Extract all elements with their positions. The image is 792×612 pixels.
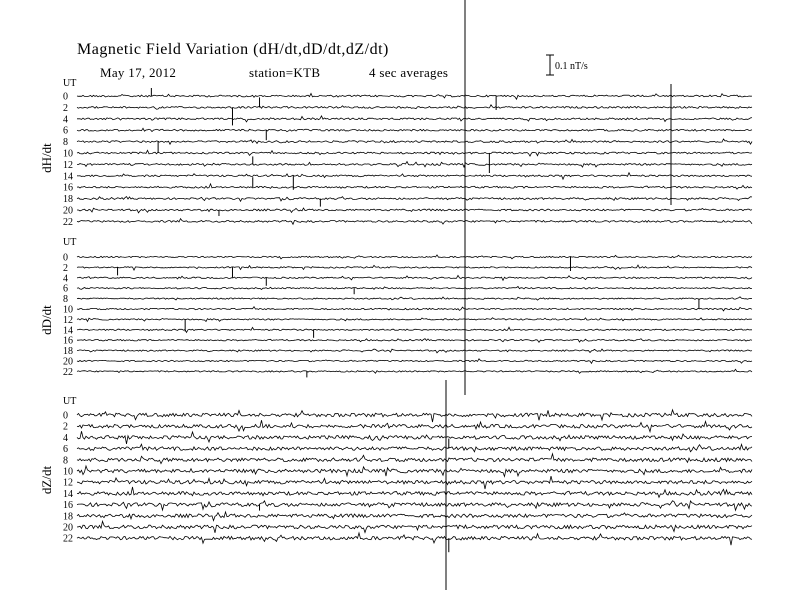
hour-tick-label: 2 [63,421,68,433]
trace-row [77,444,752,452]
hour-tick-label: 22 [63,216,73,228]
panel-1 [39,78,752,228]
trace-row [77,431,752,444]
panel-3 [39,396,752,552]
hour-tick-label: 0 [63,252,68,264]
station-label: station=KTB [249,65,321,80]
trace-row [77,476,752,489]
hour-tick-label: 0 [63,91,68,103]
averaging-label: 4 sec averages [369,65,449,80]
panel-2 [39,237,752,378]
hour-tick-label: 2 [63,102,68,114]
date-label: May 17, 2012 [100,65,177,80]
trace-row [77,162,752,168]
hour-tick-label: 18 [63,511,73,523]
trace-row [77,521,752,533]
trace-row [77,287,752,290]
hour-tick-label: 6 [63,444,68,456]
panel-axis-label: dH/dt [39,143,54,173]
hour-tick-label: 2 [63,262,68,274]
hour-tick-label: 14 [63,171,73,183]
trace-row [77,208,752,213]
hour-tick-label: 0 [63,410,68,422]
hour-tick-label: 16 [63,500,73,512]
panel-axis-label: dD/dt [39,305,54,335]
hour-tick-label: 18 [63,346,73,358]
hour-tick-label: 12 [63,477,73,489]
trace-row [77,128,752,131]
trace-row [77,275,752,280]
hour-tick-label: 6 [63,283,68,295]
hour-tick-label: 4 [63,114,68,126]
trace-row [77,173,752,180]
trace-row [77,105,752,109]
trace-row [77,307,752,311]
chart-title: Magnetic Field Variation (dH/dt,dD/dt,dZ/dt) [77,41,389,58]
hour-tick-label: 16 [63,182,73,194]
hour-tick-label: 16 [63,335,73,347]
trace-row [77,487,752,497]
hour-tick-label: 22 [63,533,73,545]
trace-row [77,94,752,100]
hour-tick-label: 14 [63,488,73,500]
trace-row [77,139,752,144]
trace-row [77,359,752,364]
ut-label: UT [63,78,77,89]
trace-row [77,349,752,353]
trace-row [77,410,752,422]
hour-tick-label: 20 [63,522,73,534]
scale-bar-label: 0.1 nT/s [555,61,588,72]
panels-group [39,0,752,590]
hour-tick-label: 20 [63,205,73,217]
trace-row [77,466,752,477]
trace-row [77,255,752,259]
ut-label: UT [63,396,77,407]
trace-row [77,501,752,511]
trace-row [77,339,752,343]
hour-tick-label: 8 [63,137,68,149]
trace-row [77,184,752,189]
trace-row [77,533,752,545]
trace-row [77,150,752,156]
trace-row [77,116,752,122]
hour-tick-label: 4 [63,432,68,444]
hour-tick-label: 12 [63,159,73,171]
trace-row [77,512,752,521]
trace-row [77,454,752,464]
trace-row [77,327,752,332]
trace-row [77,297,752,300]
hour-tick-label: 14 [63,325,73,337]
scale-bar [546,55,588,75]
trace-row [77,219,752,225]
trace-row [77,318,752,322]
hour-tick-label: 10 [63,466,73,478]
trace-row [77,420,752,432]
hour-tick-label: 20 [63,356,73,368]
hour-tick-label: 6 [63,125,68,137]
hour-tick-label: 22 [63,366,73,378]
trace-row [77,197,752,202]
trace-row [77,369,752,373]
hour-tick-label: 10 [63,304,73,316]
hour-tick-label: 4 [63,273,68,285]
hour-tick-label: 8 [63,455,68,467]
ut-label: UT [63,237,77,248]
hour-tick-label: 18 [63,194,73,206]
hour-tick-label: 12 [63,314,73,326]
panel-axis-label: dZ/dt [39,465,54,495]
hour-tick-label: 8 [63,294,68,306]
hour-tick-label: 10 [63,148,73,160]
trace-row [77,265,752,270]
